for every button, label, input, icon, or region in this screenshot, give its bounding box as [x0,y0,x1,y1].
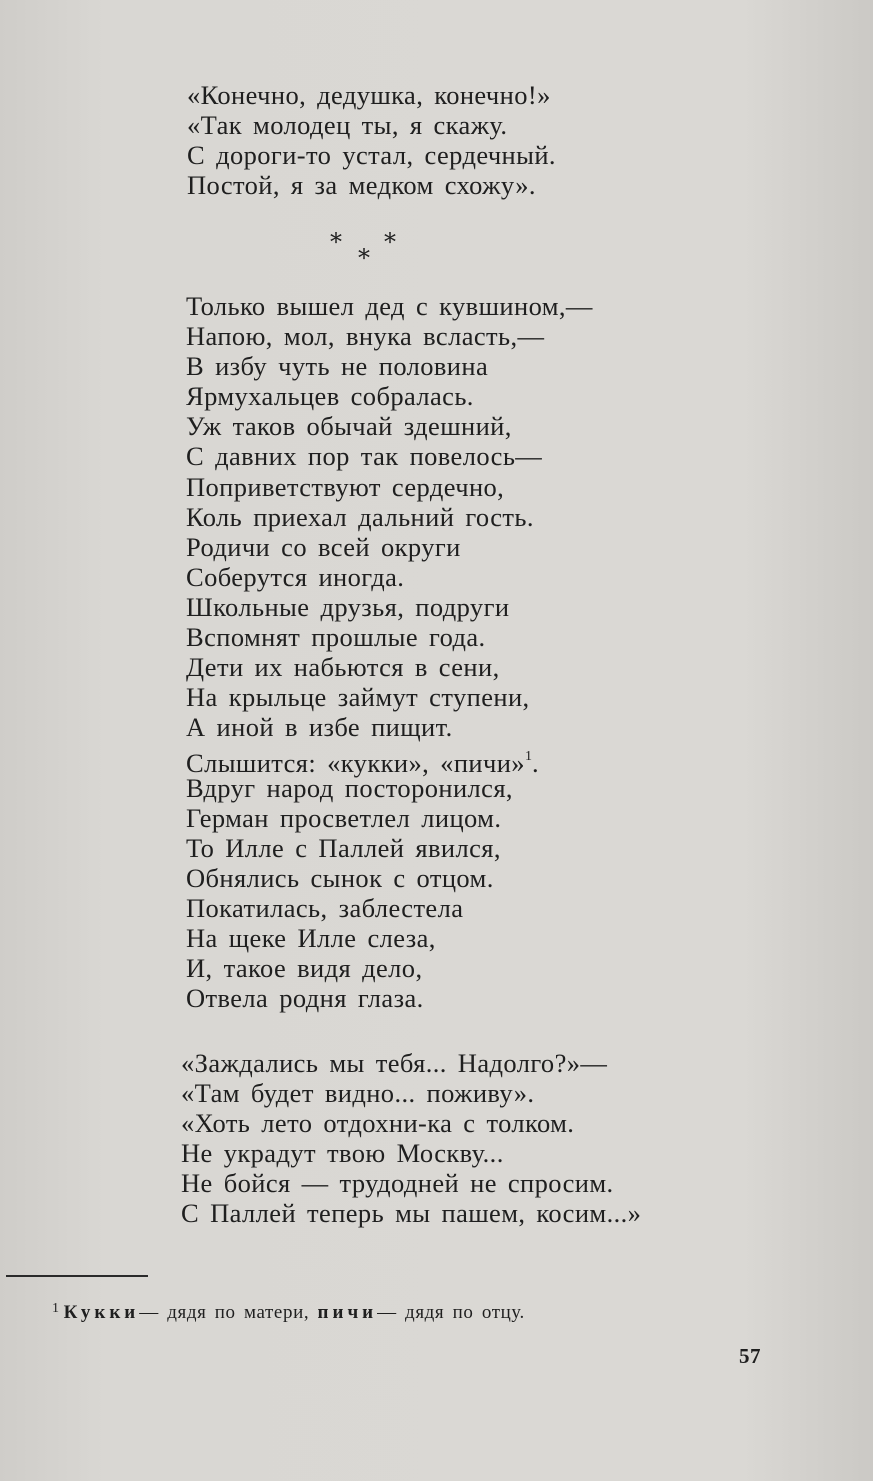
footnote-marker: 1 [52,1301,60,1316]
footnote-term: Кукки [63,1302,140,1323]
verse-line: Соберутся иногда. [186,561,405,592]
asterism-star: * [330,228,342,256]
footnote-definition: — дядя по отцу. [377,1302,525,1323]
verse-line: Не украдут твою Москву... [181,1138,504,1169]
verse-line: Уж таков обычай здешний, [186,411,512,442]
verse-line: «Так молодец ты, я скажу. [187,110,508,141]
verse-line: На щеке Илле слеза, [186,922,436,953]
footnote-reference: 1 [524,749,532,765]
verse-line: Напою, мол, внука всласть,— [186,321,545,352]
verse-line-period: . [531,748,539,779]
verse-line: Ярмухальцев собралась. [186,381,474,412]
verse-line: Коль приехал дальний гость. [186,501,534,532]
footnote-term: пичи [317,1302,378,1323]
stanza-1 [187,80,556,200]
verse-line: С давних пор так повелось— [186,441,543,472]
verse-line-text: Слышится: «кукки», «пичи» [186,748,525,779]
verse-line: В избу чуть не половина [186,351,489,382]
verse-line: Дети их набьются в сени, [186,652,500,683]
verse-line-with-footnote [186,742,593,779]
verse-line: То Илле с Паллей явился, [186,832,501,863]
page-number: 57 [739,1344,761,1368]
verse-line: Только вышел дед с кувшином,— [186,291,593,321]
verse-line: С дороги-то устал, сердечный. [187,140,556,171]
verse-line: «Там будет видно... поживу». [181,1078,535,1109]
verse-line: Вспомнят прошлые года. [186,622,486,653]
verse-line: Постой, я за медком схожу». [187,170,536,201]
verse-line: «Конечно, дедушка, конечно!» [187,80,551,110]
asterism-star: * [384,228,396,256]
verse-line: «Хоть лето отдохни-ка с толком. [181,1108,575,1139]
footnote-definition: — дядя по матери, [139,1302,310,1323]
stanza-3 [181,1048,641,1229]
verse-line: «Заждались мы тебя... Надолго?»— [181,1048,608,1078]
verse-line: На крыльце займут ступени, [186,682,530,713]
verse-line: С Паллей теперь мы пашем, косим...» [181,1198,642,1229]
footnote [52,1297,525,1325]
asterism-star: * [358,244,370,272]
verse-line: И, такое видя дело, [186,953,423,984]
verse-line: А иной в избе пищит. [186,712,453,743]
verse-line: Школьные друзья, подруги [186,591,510,622]
verse-line: Герман просветлел лицом. [186,802,502,833]
verse-line: Обнялись сынок с отцом. [186,862,494,893]
section-asterism [326,228,406,272]
stanza-2 [186,291,593,1013]
verse-line: Отвела родня глаза. [186,983,424,1014]
verse-line: Покатилась, заблестела [186,892,464,923]
verse-line: Поприветствуют сердечно, [186,471,505,502]
verse-line: Родичи со всей округи [186,531,461,562]
verse-line: Вдруг народ посторонился, [186,772,513,803]
verse-line: Не бойся — трудодней не спросим. [181,1168,614,1199]
footnote-divider [6,1275,148,1277]
